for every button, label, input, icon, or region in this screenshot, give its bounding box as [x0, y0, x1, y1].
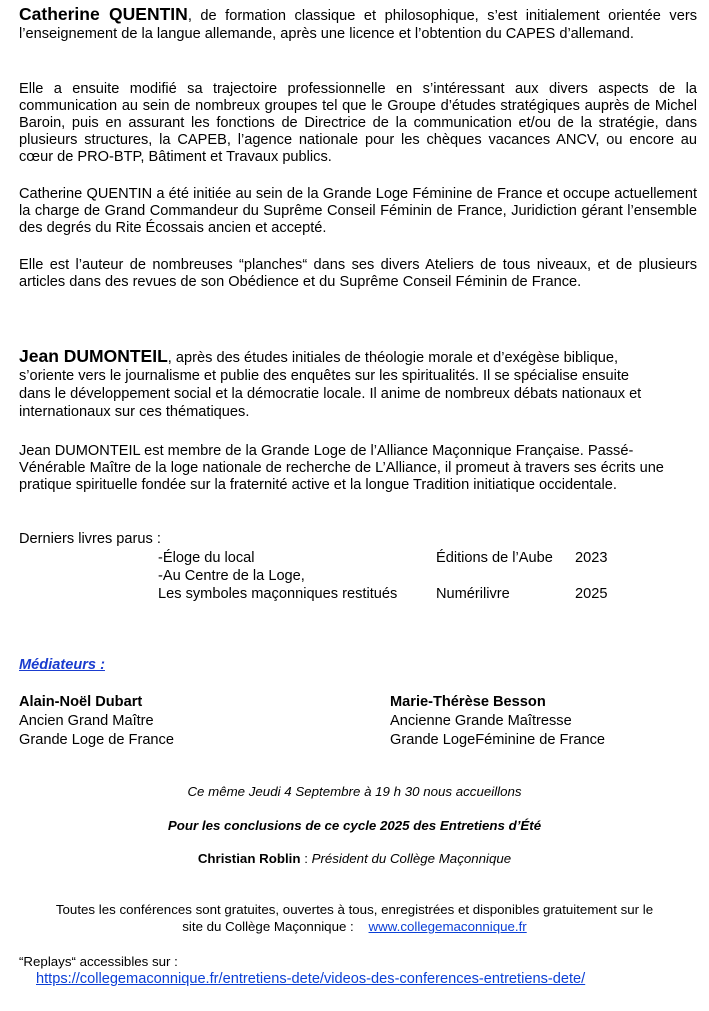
bio2-name: Jean DUMONTEIL [19, 346, 168, 366]
footer-text-1: Toutes les conférences sont gratuites, ouvertes à tous, enregistrées et disponibles gratuitement sur le [55, 902, 654, 917]
mediator-right-org: Grande LogeFéminine de France [390, 732, 605, 748]
book-row [158, 567, 607, 585]
book-row [158, 549, 607, 567]
book-row [158, 585, 607, 603]
mediator-left [19, 693, 174, 750]
bio1-paragraph-1 [19, 6, 697, 43]
book-year [575, 567, 607, 585]
footer-text-2: site du Collège Maçonnique : [182, 919, 354, 934]
book-year: 2025 [575, 586, 608, 602]
speaker-name: Christian Roblin [197, 851, 301, 866]
bio1-paragraph-4: Elle est l’auteur de nombreuses “planches“ dans ses divers Ateliers de tous niveaux, et de plusieurs articles dans des revues de son Obédience et du Suprême Conseil Féminin de France. [19, 257, 697, 290]
event-line-2: Pour les conclusions de ce cycle 2025 des Entretiens d’Été [167, 818, 542, 833]
bio1-name: Catherine QUENTIN [19, 4, 188, 24]
book-year: 2023 [575, 550, 608, 566]
bio2-paragraph-2: Jean DUMONTEIL est membre de la Grande Loge de l’Alliance Maçonnique Française. Passé-Vénérable Maître de la loge nationale de recherche de L’Alliance, il promeut à travers ses écrits une pratique spirituelle fondée sur la fraternité active et la longue Tradition initiatique occidentale. [19, 443, 664, 493]
mediator-left-org: Grande Loge de France [19, 732, 174, 748]
books-label: Derniers livres parus : [19, 531, 161, 547]
book-title: Les symboles maçonniques restitués [158, 586, 398, 602]
speaker-role: Président du Collège Maçonnique [311, 851, 512, 866]
mediators-heading: Médiateurs : [19, 657, 105, 673]
mediator-left-title: Ancien Grand Maître [19, 713, 154, 729]
book-title: -Au Centre de la Loge, [158, 568, 305, 584]
book-publisher: Numérilivre [436, 586, 510, 602]
replays-label: “Replays“ accessibles sur : [19, 954, 178, 969]
bio2-intro: , après des études initiales de théologie morale et d’exégèse biblique, s’oriente vers le journalisme et publie des enquêtes sur les spiritualités. Il se spécialise ensuite dans le développement social et la démocratie locale. Il anime de nombreux débats nationaux et internationaux sur ces thématiques. [19, 350, 642, 420]
book-publisher [436, 567, 575, 585]
replays-link[interactable]: https://collegemaconnique.fr/entretiens-dete/videos-des-conferences-entretiens-dete/ [36, 971, 586, 987]
mediator-right-title: Ancienne Grande Maîtresse [390, 713, 572, 729]
mediator-left-name: Alain-Noël Dubart [19, 694, 143, 710]
book-title: -Éloge du local [158, 550, 255, 566]
footer-text-2-line [0, 918, 709, 935]
bio1-paragraph-3: Catherine QUENTIN a été initiée au sein de la Grande Loge Féminine de France et occupe actuellement la charge de Grand Commandeur du Suprême Conseil Féminin de France, Juridiction gérant l’ensemble des degrés du Rite Écossais ancien et accepté. [19, 186, 697, 236]
mediator-right-name: Marie-Thérèse Besson [390, 694, 546, 710]
bio1-intro: , de formation classique et philosophique, s’est initialement orientée vers l’enseignement de la langue allemande, après une licence et l’obtention du CAPES d’allemand. [19, 8, 697, 42]
replays-link-line [36, 971, 696, 988]
site-link[interactable]: www.collegemaconnique.fr [368, 919, 527, 934]
event-line-1: Ce même Jeudi 4 Septembre à 19 h 30 nous accueillons [187, 784, 522, 799]
speaker-separator: : [300, 851, 312, 866]
book-publisher: Éditions de l’Aube [436, 550, 553, 566]
mediator-right [390, 693, 605, 750]
bio2-paragraph-1 [19, 347, 659, 421]
bio1-paragraph-2: Elle a ensuite modifié sa trajectoire professionnelle en s’intéressant aux divers aspects de la communication au sein de nombreux groupes tel que le Groupe d’études stratégiques auprès de Michel Baroin, puis en assurant les fonctions de Directrice de la communication et/ou de la stratégie, dans plusieurs structures, la CAPEB, l’agence nationale pour les chèques vacances ANCV, ou encore au cœur de PRO-BTP, Bâtiment et Travaux publics. [19, 81, 697, 165]
event-speaker [0, 850, 709, 867]
books-list [158, 549, 607, 603]
